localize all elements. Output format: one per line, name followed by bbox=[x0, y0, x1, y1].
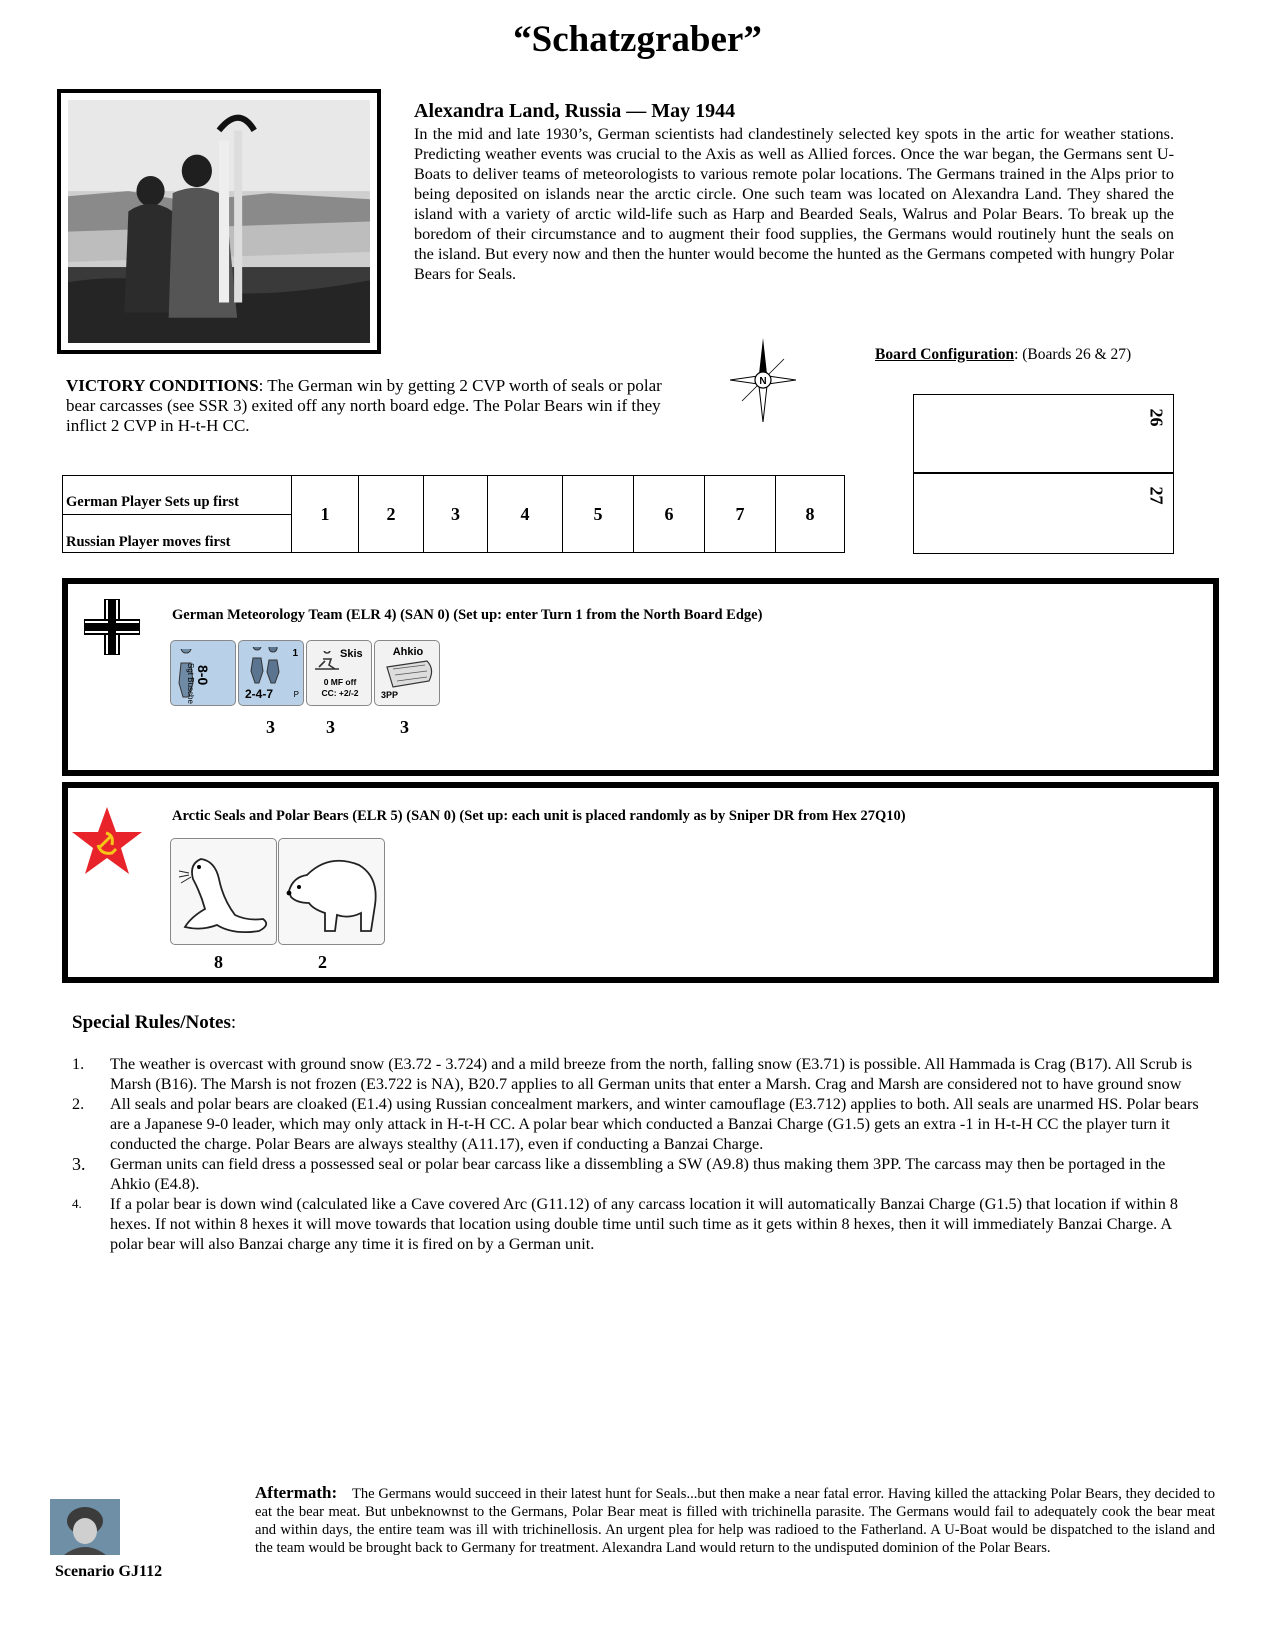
turn-cell: 4 bbox=[488, 476, 563, 553]
board-number: 27 bbox=[1146, 486, 1167, 505]
aftermath-body: The Germans would succeed in their latest hunt for Seals...but then make a near fatal error. Having killed the attacking Polar Bears, they decided to eat the bear meat. But unbeknownst to the Germans, Polar Bear meat is filled with trichinella parasite. The Germans would fail to adequately cook the bear meat and within days, the entire team was ill with trichinellosis. An urgent plea for help was radioed to the Fatherland. A U-Boat would be dispatched to the island and the team would be brought back to Germany for treatment. Alexandra Land would return to the undisputed dominion of the Polar Bears. bbox=[255, 1486, 1215, 1556]
seal-counter bbox=[170, 838, 277, 945]
rule-text: All seals and polar bears are cloaked (E1.4) using Russian concealment markers, and winter camouflage (E3.712) applies to both. All seals are unarmed HS. Polar bears are a Japanese 9-0 leader, which may only attack in H-t-H CC. A polar bear which conducted a Banzai Charge (G1.5) gets an extra -1 in H-t-H CC the player turn it conducted the charge. Polar Bears are always stealthy (A11.17), even if conducting a Banzai Charge. bbox=[110, 1095, 1199, 1153]
rule-text: If a polar bear is down wind (calculated like a Cave covered Arc (G11.12) of any carcass location it will automatically Banzai Charge (G1.5) that location if within 8 hexes. If not within 8 hexes it will move towards that location using double time until such time as it gets within 8 hexes, then it will immediately Banzai Charge. A polar bear will also Banzai charge any time it is fired on by a German unit. bbox=[110, 1195, 1179, 1253]
squad-class: P bbox=[293, 690, 299, 699]
unit-quantity: 8 bbox=[214, 952, 223, 972]
leader-name: Sgt Busche bbox=[186, 663, 195, 704]
skier-icon bbox=[313, 651, 341, 671]
special-rules-colon: : bbox=[230, 1012, 237, 1033]
intro-text: In the mid and late 1930’s, German scientists had clandestinely selected key spots in the artic for weather stations. Predicting weather events was crucial to the Axis as well as Allied forces. Once the war began, the Germans sent U-Boats to deliver teams of meteorologists to various remote polar locations. The Germans trained in the Alps prior to being deposited on islands near the arctic circle. One such team was located on Alexandra Land. They shared the island with a variety of arctic wild-life such as Harp and Bearded Seals, Walrus and Polar Bears. To break up the boredom of their circumstance and to augment their food supplies, the Germans would routinely hunt the seals on the island. But every now and then the hunter would become the hunted as the Germans competed with hungry Polar Bears for Seals. bbox=[414, 125, 1174, 283]
german-leader-counter bbox=[170, 640, 236, 706]
compass-rose-icon bbox=[730, 338, 796, 422]
animals-oob-title: Arctic Seals and Polar Bears (ELR 5) (SAN 0) (Set up: each unit is placed randomly as by Sniper DR from Hex 27Q10) bbox=[172, 808, 906, 824]
unit-quantity: 3 bbox=[326, 717, 335, 737]
rule-item bbox=[72, 1054, 1202, 1094]
board-configuration bbox=[875, 346, 1131, 364]
seal-icon bbox=[171, 839, 276, 944]
scenario-id: Scenario GJ112 bbox=[55, 1563, 163, 1580]
squad-number: 1 bbox=[292, 648, 298, 659]
rule-text: The weather is overcast with ground snow (E3.72 - 3.724) and a mild breeze from the north, falling snow (E3.71) is possible. All Hammada is Crag (B17). All Scrub is Marsh (B16). The Marsh is not frozen (E3.722 is NA), B20.7 applies to all German units that enter a Marsh. Crag and Marsh are considered not to have ground snow bbox=[110, 1055, 1193, 1093]
turn-cell: 3 bbox=[424, 476, 488, 553]
ahkio-title: Ahkio bbox=[392, 646, 424, 658]
victory-text: : The German win by getting 2 CVP worth of seals or polar bear carcasses (see SSR 3) exited off any north board edge. The Polar Bears win if they inflict 2 CVP in H-t-H CC. bbox=[66, 376, 662, 435]
unit-quantity: 3 bbox=[266, 717, 275, 737]
turn-cell: 2 bbox=[359, 476, 424, 553]
squad-rating: 2-4-7 bbox=[245, 687, 274, 701]
setup-first-text: German Player Sets up first bbox=[66, 494, 239, 510]
aftermath-label: Aftermath: bbox=[255, 1483, 338, 1502]
rule-number: 1. bbox=[72, 1055, 85, 1073]
turn-cell: 5 bbox=[563, 476, 634, 553]
turn-cell: 8 bbox=[776, 476, 845, 553]
polar-bear-icon bbox=[279, 839, 384, 944]
rule-item bbox=[72, 1154, 1202, 1194]
skis-line1: 0 MF off bbox=[323, 677, 357, 687]
skis-counter bbox=[306, 640, 372, 706]
victory-label: VICTORY CONDITIONS bbox=[66, 376, 259, 395]
page-title: “Schatzgraber” bbox=[513, 19, 762, 60]
aftermath-text bbox=[255, 1484, 1215, 1557]
board-config-label: Board Configuration bbox=[875, 346, 1015, 363]
animals-oob-box bbox=[62, 782, 1219, 983]
sled-icon bbox=[383, 659, 435, 689]
rule-text: German units can field dress a possessed seal or polar bear carcass like a dissembling a SW (A9.8) thus making them 3PP. The carcass may then be portaged in the Ahkio (E4.8). bbox=[110, 1155, 1166, 1193]
ahkio-portage: 3PP bbox=[381, 690, 399, 700]
leader-rating: 8-0 bbox=[195, 665, 211, 686]
polar-bear-counter bbox=[278, 838, 385, 945]
german-squad-counter bbox=[238, 640, 304, 706]
rule-number: 2. bbox=[72, 1095, 85, 1113]
location-date: Alexandra Land, Russia — May 1944 bbox=[414, 100, 736, 122]
ahkio-counter bbox=[374, 640, 440, 706]
turn-cell: 7 bbox=[705, 476, 776, 553]
board-divider bbox=[914, 472, 1173, 474]
skis-title: Skis bbox=[340, 648, 363, 660]
rule-item bbox=[72, 1194, 1202, 1254]
rule-item bbox=[72, 1094, 1202, 1154]
turn-cell: 6 bbox=[634, 476, 705, 553]
soldier-avatar-icon bbox=[50, 1499, 120, 1555]
board-layout-diagram bbox=[913, 394, 1174, 554]
board-config-text: : (Boards 26 & 27) bbox=[1014, 346, 1132, 363]
balkenkreuz-icon bbox=[84, 599, 140, 655]
soviet-star-icon bbox=[70, 805, 144, 877]
rule-number: 4. bbox=[72, 1196, 82, 1211]
turn-record-track bbox=[62, 475, 845, 553]
special-rules-label: Special Rules/Notes bbox=[72, 1012, 231, 1033]
german-oob-title: German Meteorology Team (ELR 4) (SAN 0) (Set up: enter Turn 1 from the North Board Edge) bbox=[172, 607, 763, 623]
german-oob-box bbox=[62, 578, 1219, 776]
compass-north-label: N bbox=[759, 376, 767, 387]
unit-quantity: 2 bbox=[318, 952, 327, 972]
turn-cell: 1 bbox=[292, 476, 359, 553]
skis-line2: CC: +2/-2 bbox=[321, 688, 359, 698]
unit-quantity: 3 bbox=[400, 717, 409, 737]
move-first-text: Russian Player moves first bbox=[66, 534, 231, 550]
special-rules-list bbox=[72, 1054, 1202, 1254]
rule-number: 3. bbox=[72, 1154, 86, 1174]
special-rules-heading bbox=[72, 1012, 236, 1034]
board-number: 26 bbox=[1146, 408, 1167, 427]
victory-conditions bbox=[66, 376, 676, 436]
historical-photo bbox=[57, 89, 381, 354]
setup-order-cell bbox=[63, 476, 292, 553]
